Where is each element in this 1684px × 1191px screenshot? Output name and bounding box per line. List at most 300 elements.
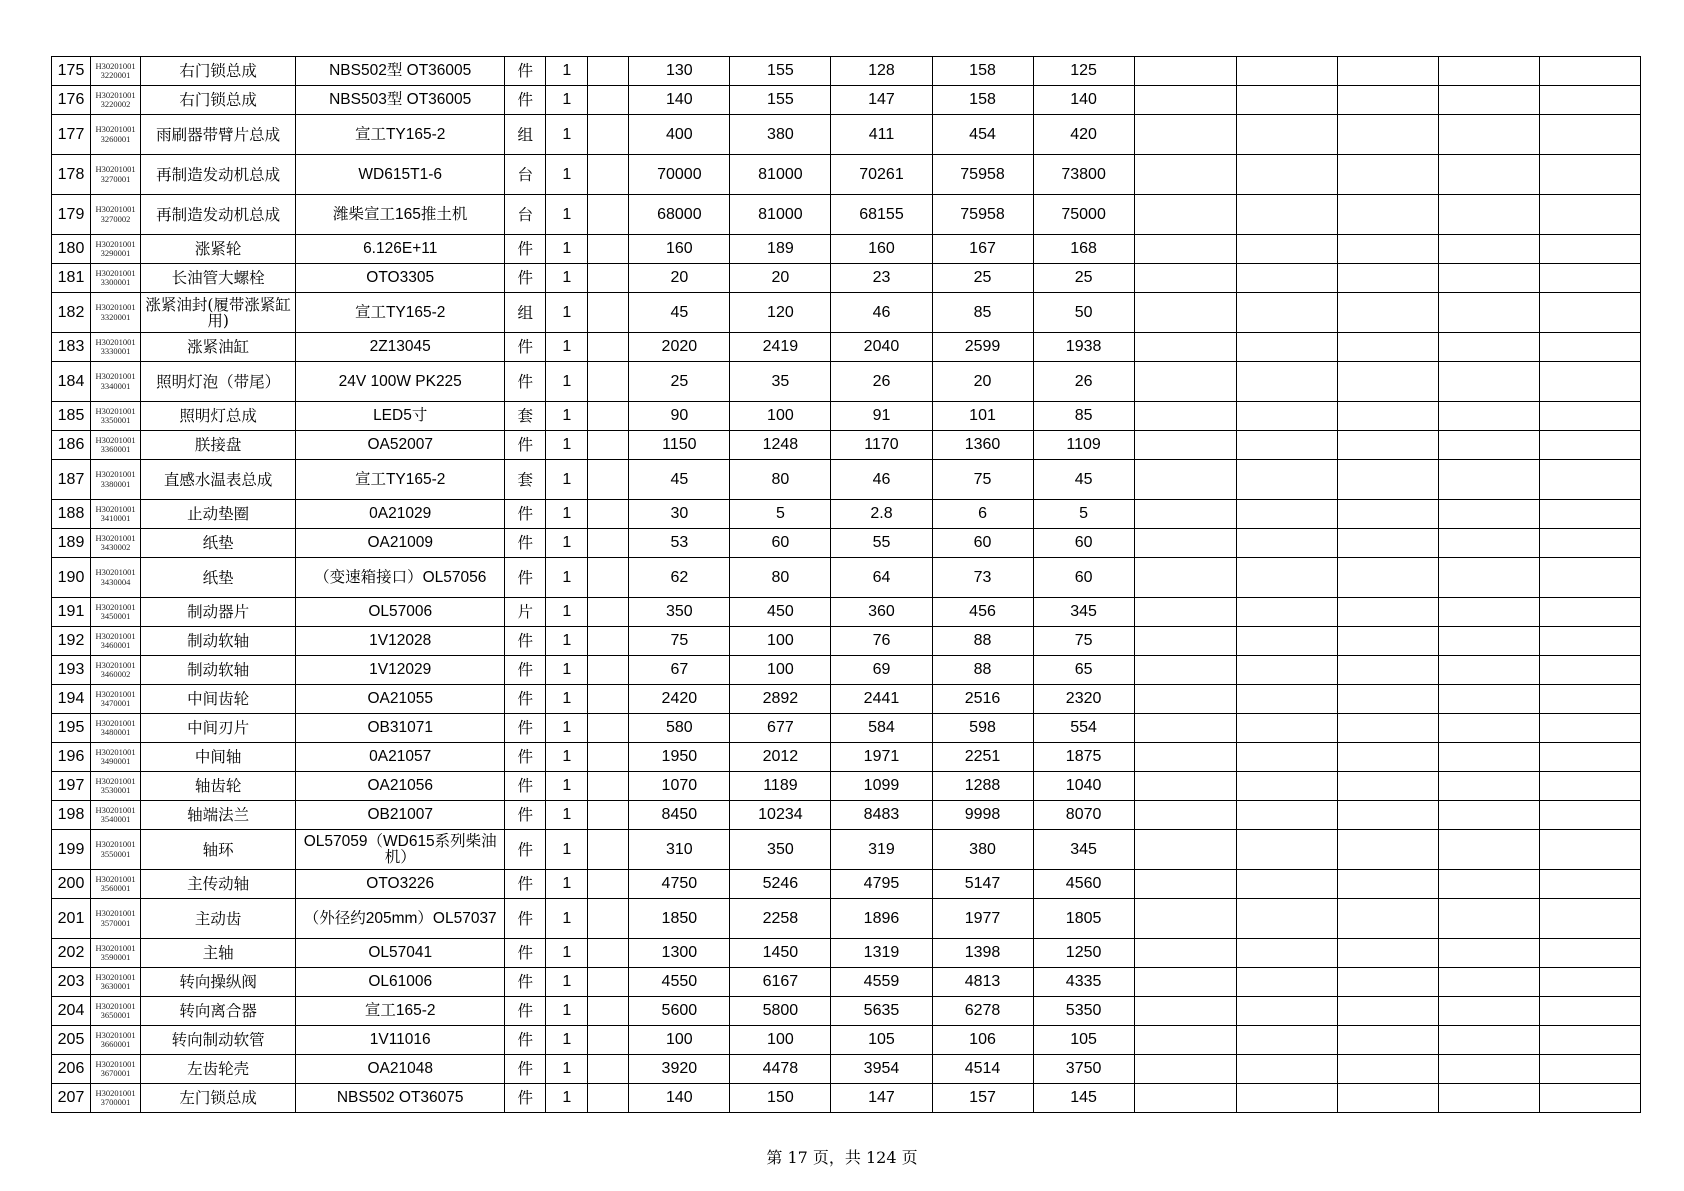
item-qty-cell [546,801,588,830]
item-code-prefix: H30201001 [95,1000,136,1011]
empty-cell [1337,333,1438,362]
price-cell [831,362,932,402]
item-code-suffix: 3430004 [100,576,131,587]
price-cell [831,264,932,293]
price-value: 1450 [762,944,799,961]
item-code-suffix: 3530001 [100,785,131,795]
item-unit: 件 [517,372,534,391]
price-value: 20 [771,269,790,286]
item-code-suffix: 3490001 [100,756,131,766]
empty-cell [588,1055,629,1084]
table-row [52,155,1641,195]
item-name: 中间轴 [194,748,242,766]
price-value: 1109 [1066,436,1101,453]
item-name: 轴环 [202,840,234,859]
row-number-cell [52,801,91,830]
price-cell [1033,968,1134,997]
empty-cell [1539,155,1640,195]
item-code-suffix: 3270002 [100,213,131,224]
row-number-cell [52,333,91,362]
empty-cell [1236,333,1337,362]
empty-cell [1539,558,1640,598]
price-value: 85 [973,303,992,321]
item-spec: 1V12028 [369,632,432,649]
price-value: 167 [969,240,996,257]
price-cell [730,57,831,86]
item-qty-cell [546,1055,588,1084]
item-unit-cell [505,830,546,870]
item-code-prefix: H30201001 [95,405,136,416]
item-name-cell [141,870,296,899]
empty-cell [1236,195,1337,235]
price-cell [629,264,730,293]
price-cell [730,529,831,558]
empty-cell [1337,772,1438,801]
table-row [52,743,1641,772]
price-cell [629,656,730,685]
item-qty-cell [546,460,588,500]
price-value: 1248 [762,436,799,453]
price-value: 64 [872,568,891,586]
price-cell [629,870,730,899]
price-value: 4750 [661,875,698,892]
price-value: 25 [1074,269,1093,286]
item-code-prefix: H30201001 [95,804,136,815]
table-row [52,714,1641,743]
price-value: 8483 [863,806,900,823]
price-cell [1033,402,1134,431]
empty-cell [1438,235,1539,264]
price-cell [932,500,1033,529]
empty-cell [1134,431,1236,460]
price-value: 1099 [863,777,900,794]
price-cell [831,656,932,685]
empty-cell [1539,86,1640,115]
item-code-cell [91,870,141,899]
price-value: 81000 [758,205,803,223]
item-qty-cell [546,155,588,195]
empty-cell [1134,997,1236,1026]
current-page: 17 [787,1148,808,1167]
empty-cell [1134,264,1236,293]
item-qty-cell [546,115,588,155]
empty-cell [1539,500,1640,529]
empty-cell [1236,264,1337,293]
price-cell [629,1084,730,1113]
item-unit: 件 [517,661,534,679]
price-cell [730,264,831,293]
item-spec: 0A21057 [369,748,432,765]
empty-cell [1134,558,1236,598]
item-spec: 宣工165-2 [364,1002,436,1019]
item-code-suffix: 3410001 [100,513,131,523]
price-cell [730,293,831,333]
empty-cell [1337,115,1438,155]
price-cell [730,656,831,685]
price-value: 1938 [1065,338,1102,355]
row-number: 191 [57,603,85,620]
item-code-suffix: 3650001 [100,1010,131,1020]
empty-cell [588,155,629,195]
price-value: 68000 [657,205,702,223]
item-code-cell [91,899,141,939]
price-value: 584 [868,719,895,736]
empty-cell [1337,1055,1438,1084]
item-unit-cell [505,558,546,598]
price-value: 5 [775,505,785,522]
price-value: 53 [670,534,689,551]
price-value: 3920 [661,1060,698,1077]
item-code-prefix: H30201001 [95,1087,136,1098]
item-code-cell [91,86,141,115]
item-code-cell [91,656,141,685]
item-code-suffix: 3300001 [100,277,131,287]
table-row [52,899,1641,939]
empty-cell [588,598,629,627]
price-value: 5147 [964,875,1001,892]
item-unit-cell [505,333,546,362]
empty-cell [1337,558,1438,598]
price-value: 454 [969,125,996,143]
price-value: 8070 [1065,806,1102,823]
item-spec: OA21009 [367,534,433,551]
item-spec: 24V 100W PK225 [338,372,462,390]
item-code-cell [91,714,141,743]
item-code-prefix: H30201001 [95,89,136,100]
item-qty: 1 [562,661,572,678]
table-row [52,830,1641,870]
item-code-suffix: 3470001 [100,698,131,708]
price-cell [932,830,1033,870]
price-value: 420 [1070,125,1097,143]
price-cell [932,402,1033,431]
empty-cell [1236,598,1337,627]
item-name: 朕接盘 [194,436,242,454]
row-number-cell [52,1055,91,1084]
row-number-cell [52,772,91,801]
item-name: 右门锁总成 [179,62,257,80]
item-code-cell [91,460,141,500]
item-qty-cell [546,656,588,685]
item-code-cell [91,685,141,714]
empty-cell [1539,685,1640,714]
item-unit-cell [505,293,546,333]
item-name: 转向操纵阀 [179,973,257,991]
price-value: 147 [868,1089,895,1106]
item-spec: 宣工TY165-2 [354,470,446,488]
item-spec: OL57059（WD615系列柴油机） [303,832,497,866]
item-unit-cell [505,1026,546,1055]
item-spec-cell [296,333,505,362]
item-qty-cell [546,830,588,870]
empty-cell [1438,801,1539,830]
item-qty: 1 [562,973,572,990]
price-cell [730,115,831,155]
item-spec: 宣工TY165-2 [354,125,446,143]
row-number-cell [52,293,91,333]
price-cell [1033,627,1134,656]
price-value: 168 [1070,240,1097,257]
item-name-cell [141,627,296,656]
price-value: 75958 [960,165,1005,183]
price-cell [730,500,831,529]
empty-cell [1438,598,1539,627]
empty-cell [1134,86,1236,115]
item-name-cell [141,195,296,235]
row-number: 188 [57,505,85,522]
item-spec-cell [296,801,505,830]
item-unit-cell [505,801,546,830]
price-value: 145 [1070,1089,1097,1106]
table-row [52,402,1641,431]
empty-cell [1134,1026,1236,1055]
item-unit: 件 [517,632,534,650]
price-value: 1319 [863,944,900,961]
price-cell [831,685,932,714]
empty-cell [1539,598,1640,627]
item-qty-cell [546,598,588,627]
empty-cell [1236,714,1337,743]
item-code-prefix: H30201001 [95,567,136,577]
empty-cell [1236,402,1337,431]
row-number: 193 [57,661,85,678]
item-qty: 1 [562,909,572,927]
item-name: 主动齿 [194,909,242,928]
item-name: 制动软轴 [187,632,250,650]
item-code-cell [91,293,141,333]
item-name: 纸垫 [202,568,234,587]
price-cell [831,1026,932,1055]
price-value: 67 [670,661,689,678]
item-spec: OA21048 [367,1060,433,1077]
item-code-suffix: 3220002 [100,99,131,109]
item-code-prefix: H30201001 [95,688,136,699]
empty-cell [1236,1084,1337,1113]
empty-cell [1134,293,1236,333]
price-value: 91 [872,407,891,424]
item-qty: 1 [562,690,572,707]
row-number: 189 [57,534,85,551]
row-number-cell [52,870,91,899]
item-code-prefix: H30201001 [95,124,136,134]
price-cell [1033,685,1134,714]
price-cell [831,333,932,362]
price-cell [932,714,1033,743]
item-unit-cell [505,235,546,264]
item-name-cell [141,500,296,529]
empty-cell [1236,968,1337,997]
price-cell [932,968,1033,997]
item-name-cell [141,402,296,431]
item-name-cell [141,86,296,115]
price-value: 2419 [762,338,799,355]
price-value: 2020 [661,338,698,355]
item-unit: 片 [517,603,534,621]
item-unit: 件 [517,505,534,523]
price-cell [831,743,932,772]
price-value: 100 [767,632,794,649]
price-cell [1033,1055,1134,1084]
item-name-cell [141,997,296,1026]
empty-cell [1337,870,1438,899]
item-unit: 件 [517,436,534,454]
price-value: 5350 [1065,1002,1102,1019]
item-unit: 件 [517,909,534,928]
item-code-cell [91,627,141,656]
item-qty-cell [546,714,588,743]
item-code-cell [91,362,141,402]
row-number: 196 [57,748,85,765]
item-code-suffix: 3540001 [100,814,131,824]
empty-cell [588,362,629,402]
item-qty-cell [546,293,588,333]
item-name-cell [141,939,296,968]
price-value: 20 [973,372,992,390]
price-cell [1033,529,1134,558]
item-name-cell [141,1084,296,1113]
table-row [52,529,1641,558]
empty-cell [1438,870,1539,899]
item-spec-cell [296,968,505,997]
row-number: 183 [57,338,85,355]
row-number-cell [52,743,91,772]
empty-cell [1438,195,1539,235]
price-value: 80 [771,470,790,488]
price-cell [1033,460,1134,500]
item-name-cell [141,558,296,598]
item-code-prefix: H30201001 [95,371,136,381]
empty-cell [588,801,629,830]
price-value: 105 [1070,1031,1097,1048]
item-spec: NBS502 OT36075 [336,1089,464,1106]
row-number: 186 [57,436,85,453]
empty-cell [1539,235,1640,264]
price-value: 5 [1079,505,1089,522]
empty-cell [1539,830,1640,870]
item-code-cell [91,830,141,870]
row-number-cell [52,402,91,431]
empty-cell [588,264,629,293]
item-code-cell [91,997,141,1026]
price-value: 73 [973,568,992,586]
price-cell [1033,656,1134,685]
row-number-cell [52,997,91,1026]
empty-cell [1134,968,1236,997]
price-cell [629,195,730,235]
empty-cell [1438,402,1539,431]
item-unit: 组 [517,303,534,322]
item-spec-cell [296,997,505,1026]
item-code-cell [91,431,141,460]
item-spec-cell [296,772,505,801]
price-value: 1300 [661,944,698,961]
empty-cell [588,714,629,743]
price-cell [1033,939,1134,968]
price-value: 160 [868,240,895,257]
price-cell [629,333,730,362]
price-value: 62 [670,568,689,586]
empty-cell [1134,656,1236,685]
item-spec: OA52007 [367,436,433,453]
item-name: 主轴 [202,944,234,962]
item-unit-cell [505,968,546,997]
price-value: 140 [665,1089,693,1106]
price-value: 60 [1074,568,1093,586]
empty-cell [1134,772,1236,801]
item-unit: 件 [517,944,534,962]
empty-cell [1236,685,1337,714]
price-cell [730,460,831,500]
price-value: 26 [872,372,891,390]
item-name-cell [141,685,296,714]
price-cell [629,460,730,500]
table-row [52,264,1641,293]
item-unit-cell [505,500,546,529]
empty-cell [1438,362,1539,402]
item-spec: 潍柴宣工165推土机 [333,205,468,223]
item-code-prefix: H30201001 [95,746,136,757]
item-name-cell [141,656,296,685]
item-unit: 件 [517,240,534,258]
item-code-prefix: H30201001 [95,717,136,728]
item-code-prefix: H30201001 [95,775,136,786]
price-value: 1360 [964,436,1001,453]
empty-cell [588,460,629,500]
item-qty: 1 [562,603,572,620]
item-code-cell [91,1055,141,1084]
item-qty: 1 [562,470,572,488]
item-unit: 件 [517,875,534,893]
price-value: 3954 [863,1060,900,1077]
empty-cell [1438,115,1539,155]
price-value: 2516 [964,690,1001,707]
item-code-prefix: H30201001 [95,503,136,514]
price-cell [1033,870,1134,899]
price-cell [730,402,831,431]
price-value: 23 [872,269,891,286]
table-row [52,656,1641,685]
item-qty: 1 [562,806,572,823]
empty-cell [1337,293,1438,333]
item-code-prefix: H30201001 [95,532,136,543]
item-code-cell [91,743,141,772]
empty-cell [1236,558,1337,598]
empty-cell [1337,1026,1438,1055]
item-name-cell [141,830,296,870]
item-qty-cell [546,743,588,772]
item-code-cell [91,115,141,155]
empty-cell [1134,714,1236,743]
price-cell [629,558,730,598]
item-code-suffix: 3660001 [100,1039,131,1049]
empty-cell [1134,685,1236,714]
price-value: 88 [973,632,992,649]
item-spec-cell [296,1026,505,1055]
item-name-cell [141,293,296,333]
empty-cell [1236,743,1337,772]
table-row [52,968,1641,997]
price-cell [730,235,831,264]
price-cell [1033,431,1134,460]
price-cell [730,1026,831,1055]
price-value: 1875 [1065,748,1102,765]
price-cell [831,235,932,264]
item-spec-cell [296,402,505,431]
empty-cell [1236,772,1337,801]
price-value: 76 [872,632,891,649]
item-qty: 1 [562,205,572,223]
price-cell [1033,235,1134,264]
